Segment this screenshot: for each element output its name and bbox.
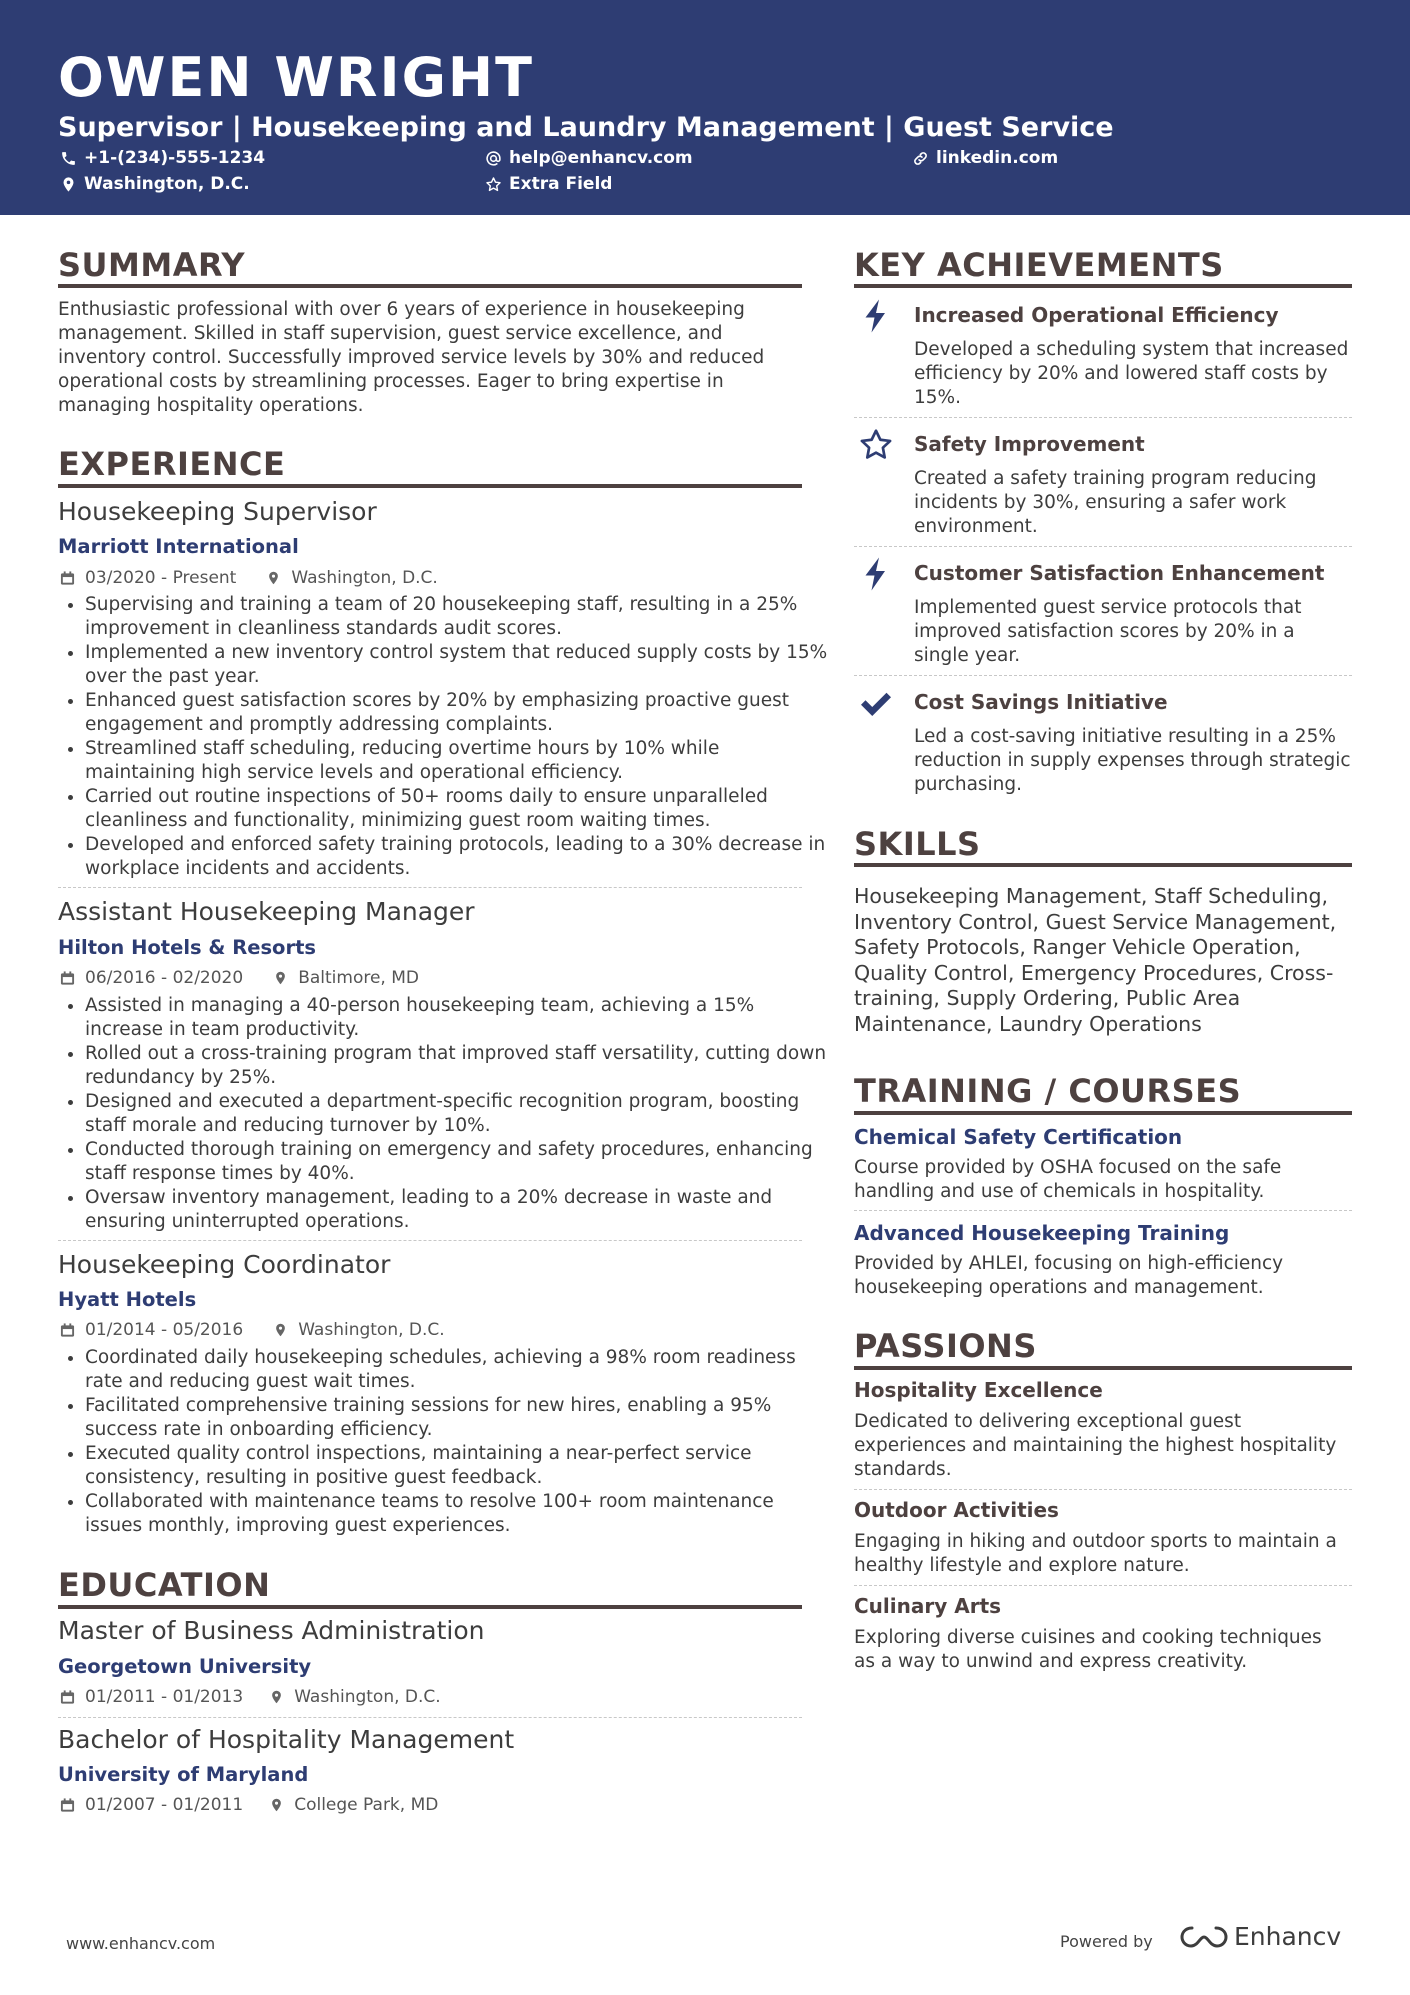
job-bullet: • Rolled out a cross-training program that improved staff versatility, cutting down redundancy by 25%. (85, 1042, 831, 1090)
job-bullet: • Assisted in managing a 40-person housekeeping team, achieving a 15% increase in team productivity. (85, 994, 831, 1042)
experience-heading: EXPERIENCE (58, 445, 286, 483)
star-outline-icon (485, 176, 502, 193)
education-divider (58, 1605, 802, 1609)
job-dates: 03/2020 - Present (85, 568, 237, 588)
checkmark-icon (858, 686, 894, 722)
job-location-text: Washington, D.C. (291, 568, 438, 588)
job-bullet: • Oversaw inventory management, leading to a 20% decrease in waste and ensuring uninterrupted operations. (85, 1186, 831, 1234)
passion-separator (854, 1585, 1352, 1586)
job-meta (60, 1319, 445, 1341)
course-title: Advanced Housekeeping Training (854, 1221, 1230, 1245)
star-icon (858, 427, 894, 463)
training-divider (854, 1111, 1352, 1115)
education-meta (60, 1794, 438, 1816)
calendar-icon (60, 1797, 75, 1813)
email-address: help@enhancv.com (509, 148, 693, 168)
summary-divider (58, 284, 802, 288)
footer-website-link[interactable]: www.enhancv.com (66, 1934, 216, 1953)
company-name: Hyatt Hotels (58, 1288, 197, 1311)
calendar-icon (60, 1322, 75, 1338)
map-pin-icon (273, 1322, 288, 1338)
map-pin-icon (60, 176, 77, 193)
job-location (266, 567, 437, 589)
job-location-text: Washington, D.C. (298, 1320, 445, 1340)
phone-icon (60, 150, 77, 167)
job-bullets (58, 1346, 831, 1538)
job-bullet: • Carried out routine inspections of 50+ rooms daily to ensure unparalleled cleanliness and functionality, minimizing guest room waiting times. (85, 785, 831, 833)
lightning-bolt-icon (858, 298, 894, 334)
passion-title: Outdoor Activities (854, 1498, 1059, 1522)
enhancv-logo-icon (1180, 1924, 1228, 1950)
achievement-title: Customer Satisfaction Enhancement (914, 561, 1325, 585)
school-name: University of Maryland (58, 1763, 309, 1786)
resume-header (0, 0, 1410, 215)
job-separator (58, 887, 802, 888)
contact-linkedin[interactable] (912, 146, 1058, 170)
job-meta (60, 967, 419, 989)
job-dates: 01/2014 - 05/2016 (85, 1320, 244, 1340)
passion-text: Dedicated to delivering exceptional guest experiences and maintaining the highest hospitality standards. (854, 1411, 1337, 1480)
map-pin-icon (266, 570, 281, 586)
candidate-name: OWEN WRIGHT (58, 46, 534, 109)
job-bullets (58, 593, 831, 881)
powered-by-label: Powered by (1060, 1932, 1153, 1951)
achievement-text: Developed a scheduling system that increased efficiency by 20% and lowered staff costs by 15%. (914, 339, 1349, 408)
training-heading: TRAINING / COURSES (854, 1072, 1242, 1110)
passion-separator (854, 1489, 1352, 1490)
phone-number: +1-(234)-555-1234 (84, 148, 266, 168)
job-title: Housekeeping Supervisor (58, 497, 377, 526)
job-title: Assistant Housekeeping Manager (58, 897, 475, 926)
passion-title: Hospitality Excellence (854, 1378, 1103, 1402)
job-bullet: • Enhanced guest satisfaction scores by 20% by emphasizing proactive guest engagement and promptly addressing complaints. (85, 689, 831, 737)
achievement-title: Increased Operational Efficiency (914, 303, 1279, 327)
company-name: Hilton Hotels & Resorts (58, 936, 317, 959)
education-dates: 01/2011 - 01/2013 (85, 1687, 244, 1707)
job-bullet: • Conducted thorough training on emergency and safety procedures, enhancing staff response times by 40%. (85, 1138, 831, 1186)
achievement-title: Cost Savings Initiative (914, 690, 1168, 714)
education-location-text: College Park, MD (294, 1795, 439, 1815)
map-pin-icon (269, 1689, 284, 1705)
education-separator (58, 1717, 802, 1718)
degree-title: Bachelor of Hospitality Management (58, 1725, 515, 1754)
calendar-icon (60, 970, 75, 986)
education-heading: EDUCATION (58, 1566, 271, 1604)
skills-list: Housekeeping Management, Staff Scheduling, Inventory Control, Guest Service Management, Safety Protocols, Ranger Vehicle Operation, Quality Control, Emergency Procedures, Cross-training, Supply Ordering, Public Area Maintenance, Laundry Operations (854, 884, 1337, 1036)
contact-email[interactable] (485, 146, 693, 170)
map-pin-icon (273, 970, 288, 986)
job-meta (60, 567, 438, 589)
job-location-text: Baltimore, MD (298, 968, 419, 988)
company-name: Marriott International (58, 535, 299, 558)
education-location (269, 1794, 438, 1816)
education-location-text: Washington, D.C. (294, 1687, 441, 1707)
achievement-separator (854, 675, 1352, 676)
course-text: Course provided by OSHA focused on the safe handling and use of chemicals in hospitality. (854, 1157, 1282, 1202)
job-dates: 06/2016 - 02/2020 (85, 968, 244, 988)
job-location (273, 967, 419, 989)
enhancv-logo[interactable] (1180, 1922, 1341, 1951)
school-name: Georgetown University (58, 1655, 312, 1678)
achievement-separator (854, 546, 1352, 547)
job-bullet: • Designed and executed a department-specific recognition program, boosting staff morale and reducing turnover by 10%. (85, 1090, 831, 1138)
passion-text: Exploring diverse cuisines and cooking techniques as a way to unwind and express creativity. (854, 1627, 1322, 1672)
link-icon (912, 150, 929, 167)
job-separator (58, 1240, 802, 1241)
passions-heading: PASSIONS (854, 1327, 1037, 1365)
degree-title: Master of Business Administration (58, 1616, 485, 1645)
achievement-separator (854, 417, 1352, 418)
job-bullet: • Executed quality control inspections, maintaining a near-perfect service consistency, resulting in positive guest feedback. (85, 1442, 831, 1490)
job-bullet: • Supervising and training a team of 20 housekeeping staff, resulting in a 25% improvement in cleanliness standards audit scores. (85, 593, 831, 641)
education-meta (60, 1686, 441, 1708)
skills-divider (854, 863, 1352, 867)
contact-location (60, 172, 250, 196)
skills-heading: SKILLS (854, 825, 981, 863)
job-bullet: • Implemented a new inventory control system that reduced supply costs by 15% over the past year. (85, 641, 831, 689)
summary-text: Enthusiastic professional with over 6 years of experience in housekeeping management. Skilled in staff supervision, guest service excellence, and inventory control. Successfully improved service levels by 30% and reduced operational costs by streamlining processes. Eager to bring expertise in managing hospitality operations. (58, 299, 765, 416)
course-separator (854, 1210, 1352, 1211)
enhancv-logo-text: Enhancv (1234, 1922, 1342, 1951)
experience-divider (58, 484, 802, 488)
achievement-text: Led a cost-saving initiative resulting in a 25% reduction in supply expenses through strategic purchasing. (914, 726, 1351, 795)
achievement-title: Safety Improvement (914, 432, 1145, 456)
course-title: Chemical Safety Certification (854, 1125, 1183, 1149)
summary-heading: SUMMARY (58, 246, 246, 284)
location-text: Washington, D.C. (84, 174, 250, 194)
achievement-text: Created a safety training program reducing incidents by 30%, ensuring a safer work environment. (914, 468, 1317, 537)
course-text: Provided by AHLEI, focusing on high-efficiency housekeeping operations and management. (854, 1253, 1284, 1298)
candidate-headline: Supervisor | Housekeeping and Laundry Management | Guest Service (58, 112, 1114, 143)
job-bullet: • Facilitated comprehensive training sessions for new hires, enabling a 95% success rate in onboarding efficiency. (85, 1394, 831, 1442)
achievements-heading: KEY ACHIEVEMENTS (854, 246, 1224, 284)
job-bullet: • Coordinated daily housekeeping schedules, achieving a 98% room readiness rate and reducing guest wait times. (85, 1346, 831, 1394)
job-title: Housekeeping Coordinator (58, 1250, 391, 1279)
linkedin-link: linkedin.com (936, 148, 1059, 168)
at-sign-icon (485, 150, 502, 167)
contact-extra (485, 172, 612, 196)
achievement-text: Implemented guest service protocols that improved satisfaction scores by 20% in a single year. (914, 597, 1302, 666)
education-location (269, 1686, 440, 1708)
job-bullets (58, 994, 831, 1234)
passion-title: Culinary Arts (854, 1594, 1002, 1618)
map-pin-icon (269, 1797, 284, 1813)
calendar-icon (60, 1689, 75, 1705)
passions-divider (854, 1366, 1352, 1370)
job-bullet: • Collaborated with maintenance teams to resolve 100+ room maintenance issues monthly, improving guest experiences. (85, 1490, 831, 1538)
extra-field-text: Extra Field (509, 174, 613, 194)
passion-text: Engaging in hiking and outdoor sports to maintain a healthy lifestyle and explore nature. (854, 1531, 1337, 1576)
job-bullet: • Developed and enforced safety training protocols, leading to a 30% decrease in workplace incidents and accidents. (85, 833, 831, 881)
contact-phone[interactable] (60, 146, 265, 170)
job-bullet: • Streamlined staff scheduling, reducing overtime hours by 10% while maintaining high service levels and operational efficiency. (85, 737, 831, 785)
education-dates: 01/2007 - 01/2011 (85, 1795, 244, 1815)
calendar-icon (60, 570, 75, 586)
lightning-bolt-icon (858, 556, 894, 592)
achievements-divider (854, 284, 1352, 288)
job-location (273, 1319, 444, 1341)
